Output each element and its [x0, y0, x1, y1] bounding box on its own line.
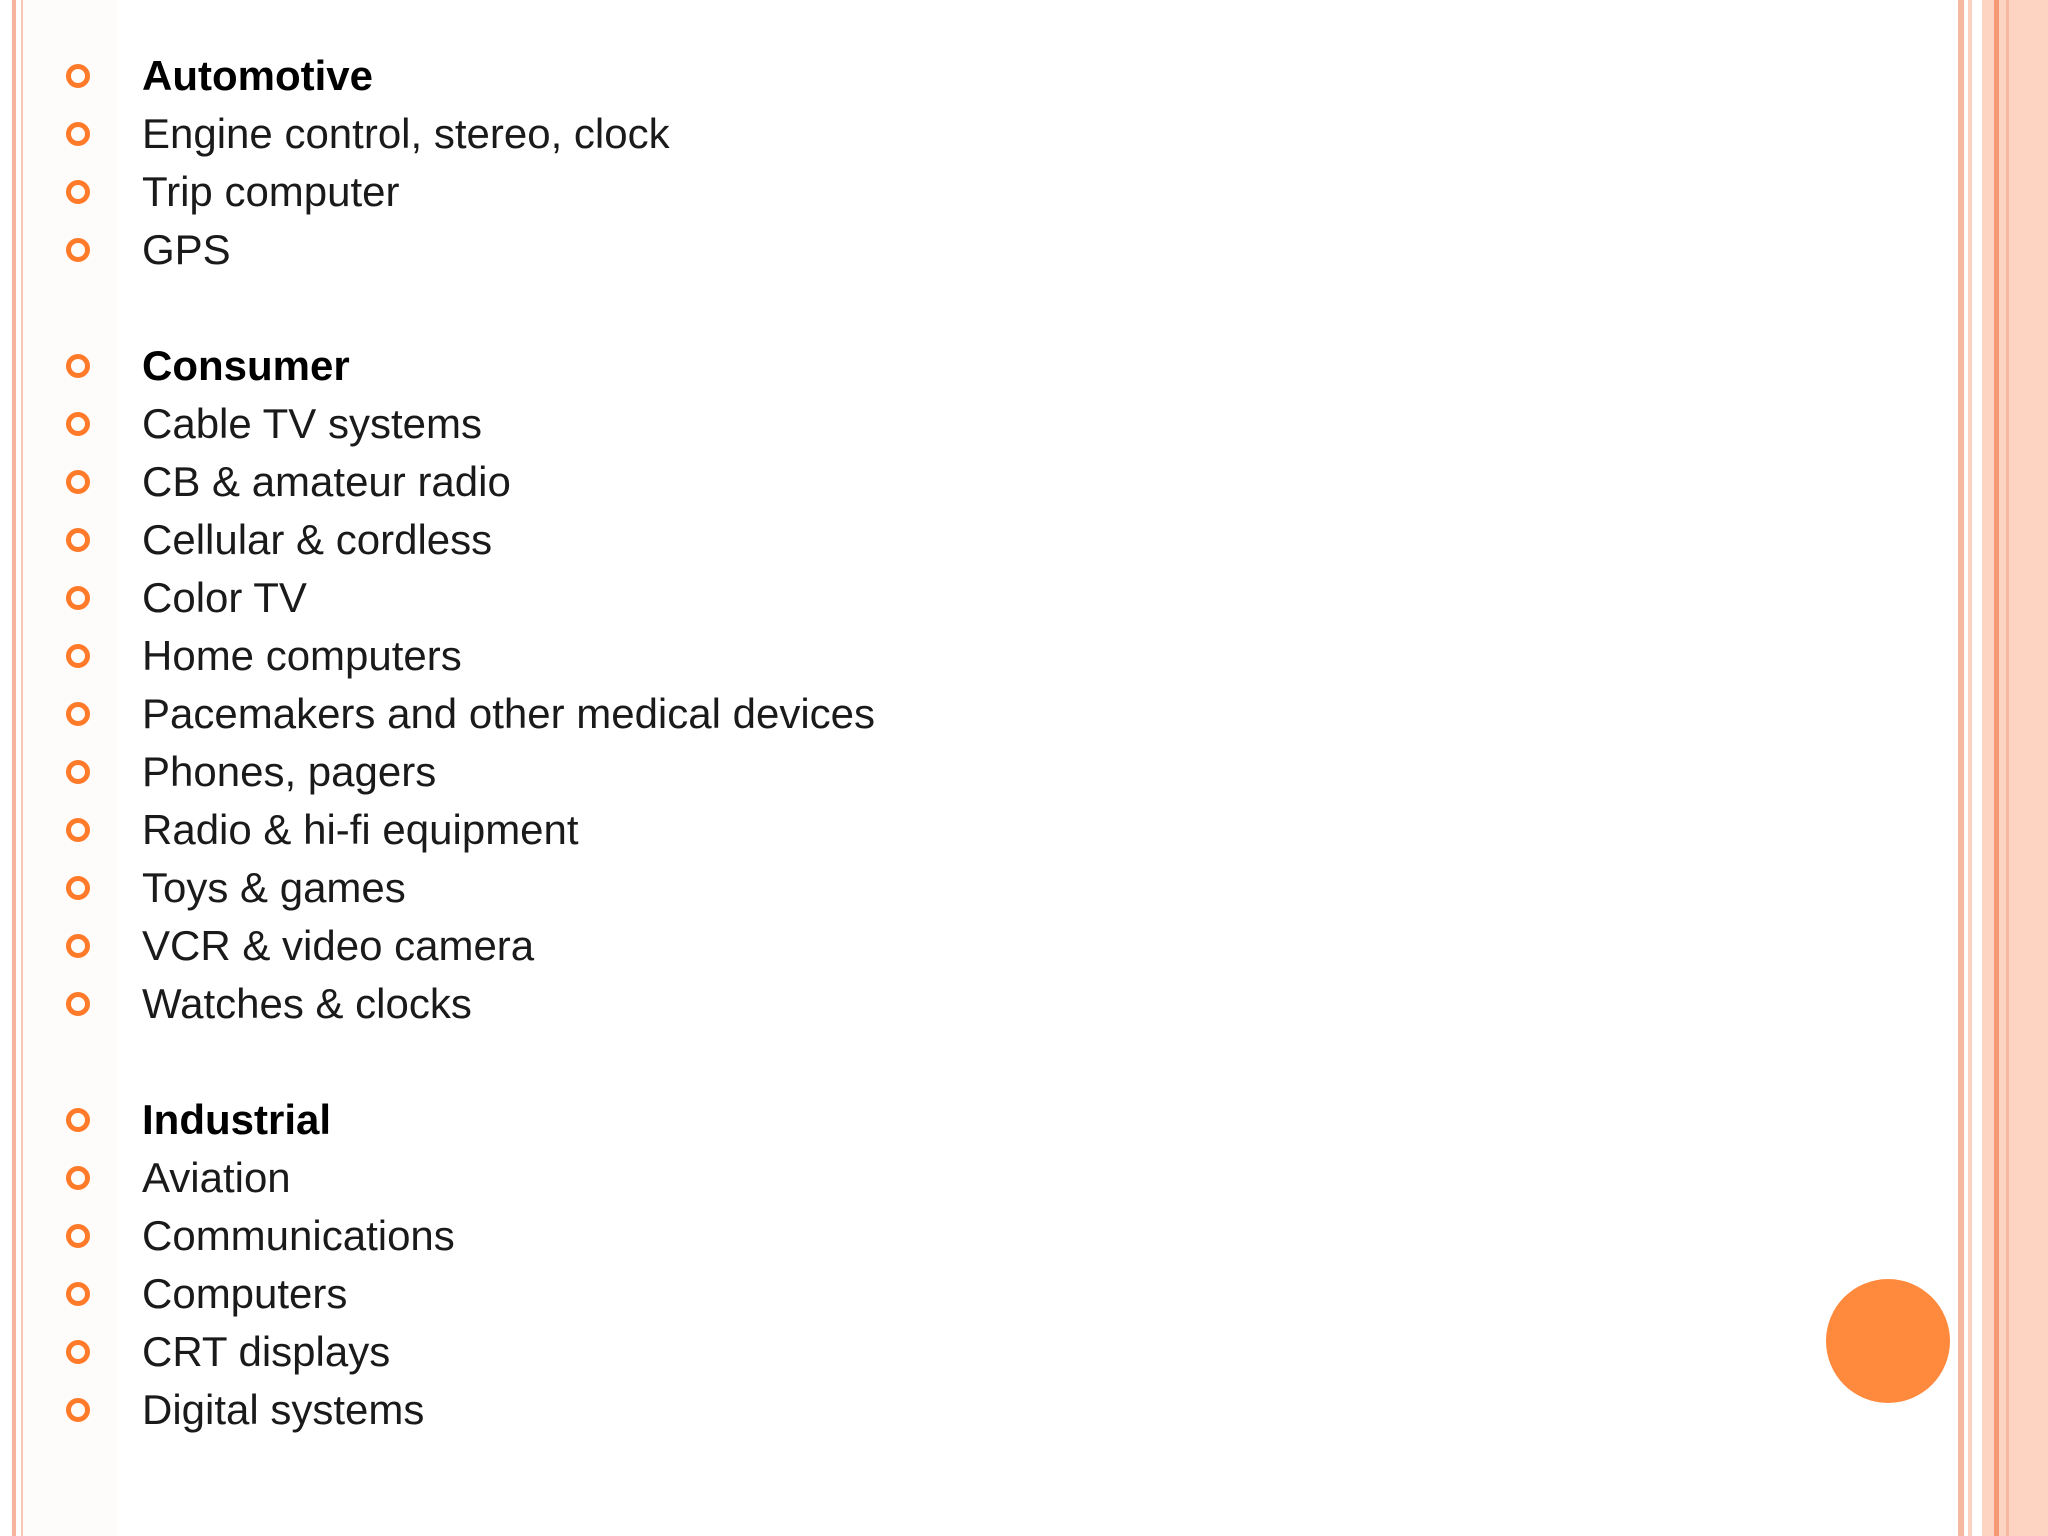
group-heading: Industrial — [142, 1096, 332, 1143]
decorative-orange-circle — [1826, 1279, 1950, 1403]
bullet-ring-icon — [66, 934, 90, 958]
list-item — [66, 801, 579, 859]
bullet-ring-icon — [66, 1340, 90, 1364]
list-item-label: Watches & clocks — [142, 980, 472, 1027]
right-border-line-inner — [1968, 0, 1972, 1536]
right-band-line — [1994, 0, 1999, 1536]
list-item-label: Color TV — [142, 574, 307, 621]
list-item-label: Cellular & cordless — [142, 516, 493, 563]
list-heading-automotive — [66, 47, 373, 105]
list-item — [66, 685, 875, 743]
list-item-label: GPS — [142, 226, 231, 273]
list-item — [66, 1265, 347, 1323]
list-item — [66, 743, 436, 801]
left-border-line — [12, 0, 16, 1536]
bullet-ring-icon — [66, 122, 90, 146]
list-item-label: CRT displays — [142, 1328, 391, 1375]
bullet-ring-icon — [66, 528, 90, 552]
list-item-label: Pacemakers and other medical devices — [142, 690, 876, 737]
list-heading-consumer — [66, 337, 350, 395]
list-item — [66, 569, 307, 627]
list-item — [66, 105, 670, 163]
list-item-label: Trip computer — [142, 168, 400, 215]
list-item — [66, 221, 231, 279]
list-item-label: Aviation — [142, 1154, 291, 1201]
list-item — [66, 859, 406, 917]
group-heading: Automotive — [142, 52, 373, 99]
list-item-label: Computers — [142, 1270, 348, 1317]
bullet-ring-icon — [66, 876, 90, 900]
list-item-label: Home computers — [142, 632, 462, 679]
list-item-label: Communications — [142, 1212, 455, 1259]
right-border-line — [1958, 0, 1964, 1536]
list-item — [66, 1381, 424, 1439]
list-item — [66, 453, 511, 511]
bullet-ring-icon — [66, 586, 90, 610]
bullet-ring-icon — [66, 1108, 90, 1132]
bullet-ring-icon — [66, 702, 90, 726]
list-item — [66, 395, 482, 453]
list-item-label: CB & amateur radio — [142, 458, 511, 505]
list-item — [66, 1207, 455, 1265]
bullet-ring-icon — [66, 644, 90, 668]
list-item — [66, 1149, 291, 1207]
right-border-band — [1982, 0, 2048, 1536]
bullet-ring-icon — [66, 1398, 90, 1422]
list-item-label: Cable TV systems — [142, 400, 482, 447]
list-item — [66, 917, 534, 975]
bullet-ring-icon — [66, 1282, 90, 1306]
bullet-ring-icon — [66, 992, 90, 1016]
bullet-ring-icon — [66, 818, 90, 842]
left-border-line-inner — [21, 0, 23, 1536]
list-item — [66, 163, 400, 221]
bullet-ring-icon — [66, 354, 90, 378]
bullet-ring-icon — [66, 760, 90, 784]
bullet-ring-icon — [66, 238, 90, 262]
list-item — [66, 511, 492, 569]
list-item — [66, 975, 472, 1033]
list-item-label: Radio & hi-fi equipment — [142, 806, 579, 853]
bullet-ring-icon — [66, 412, 90, 436]
list-item-label: Engine control, stereo, clock — [142, 110, 670, 157]
list-item-label: Digital systems — [142, 1386, 425, 1433]
right-band-line-thin — [2006, 0, 2009, 1536]
list-heading-industrial — [66, 1091, 331, 1149]
list-item-label: Phones, pagers — [142, 748, 437, 795]
list-item — [66, 627, 462, 685]
bullet-ring-icon — [66, 470, 90, 494]
group-heading: Consumer — [142, 342, 350, 389]
list-item — [66, 1323, 390, 1381]
bullet-ring-icon — [66, 180, 90, 204]
list-item-label: Toys & games — [142, 864, 406, 911]
bullet-ring-icon — [66, 1166, 90, 1190]
list-item-label: VCR & video camera — [142, 922, 535, 969]
bullet-ring-icon — [66, 1224, 90, 1248]
bullet-ring-icon — [66, 64, 90, 88]
